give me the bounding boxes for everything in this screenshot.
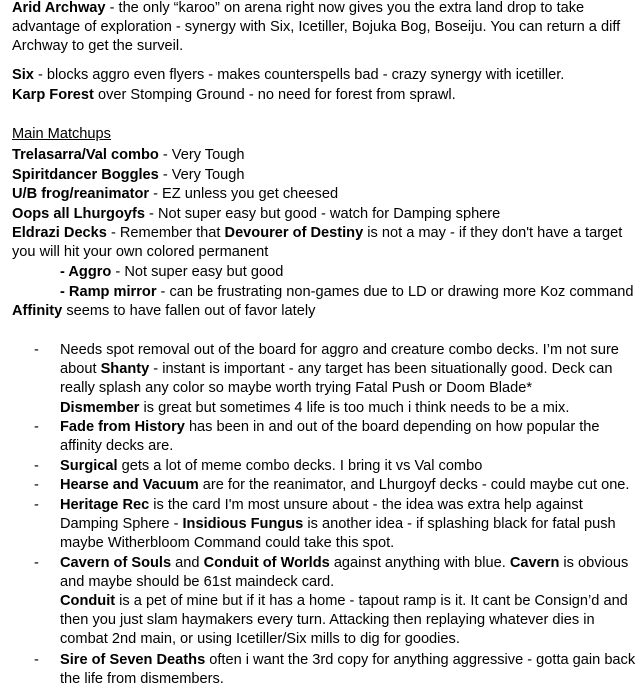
arid-archway-paragraph (12, 0, 640, 57)
deck-name: Trelasarra/Val combo (12, 147, 159, 163)
card-name: Cavern (509, 555, 560, 571)
matchup-rating: - Not super easy but good (111, 264, 284, 280)
note-text: Needs spot removal out of the board for aggro and creature combo decks. I’m not sure about (60, 342, 619, 378)
bullet-marker: - (34, 342, 39, 358)
note-text: - the only “karoo” on arena right now gives you the extra land drop to take advantage of exploration - synergy with Six, Icetiller, Bojuka Bog, Boseiju. You can return a diff Archway to get the surveil. (12, 0, 621, 55)
matchup-rating: - Very Tough (158, 147, 245, 163)
matchup-line (12, 146, 640, 165)
deck-name: Eldrazi Decks (12, 225, 107, 241)
spot-removal-note (60, 341, 640, 399)
sire-note (60, 651, 640, 689)
conduit-note (60, 592, 640, 650)
card-name: Six (12, 67, 34, 83)
note-text: often i want the 3rd copy for anything aggressive - gotta gain back the life from dismembers. (60, 652, 636, 688)
bullet-marker: - (34, 419, 39, 435)
matchup-rating: - EZ unless you get cheesed (149, 186, 339, 202)
card-name: Conduit of Worlds (203, 555, 330, 571)
bullet-marker: - (34, 652, 39, 668)
six-paragraph (12, 66, 640, 85)
note-text: and (171, 555, 204, 571)
note-text: are for the reanimator, and Lhurgoyf decks - could maybe cut one. (198, 477, 630, 493)
hearse-note (60, 476, 640, 495)
card-name: Arid Archway (12, 0, 106, 16)
sub-deck-name: - Ramp mirror (60, 284, 157, 300)
card-name: Heritage Rec (60, 497, 150, 513)
note-text: against anything with blue. (329, 555, 510, 571)
eldrazi-ramp-line (60, 283, 640, 302)
matchup-line (12, 185, 640, 204)
card-name: Devourer of Destiny (224, 225, 364, 241)
bullet-marker: - (34, 555, 39, 571)
eldrazi-aggro-line (60, 263, 640, 282)
cavern-note (60, 554, 640, 592)
heritage-note (60, 496, 640, 554)
matchup-line (12, 166, 640, 185)
note-text: has been in and out of the board depending on how popular the affinity decks are. (60, 419, 600, 455)
deck-name: U/B frog/reanimator (12, 186, 150, 202)
eldrazi-matchup (12, 224, 640, 262)
affinity-line (12, 302, 640, 321)
note-text: over Stomping Ground - no need for forest from sprawl. (93, 87, 456, 103)
card-name: Cavern of Souls (60, 555, 172, 571)
note-text: is a pet of mine but if it has a home - tapout ramp is it. It cant be Consign’d and then you just slam haymakers every turn. Attacking then replaying whatever dies in combat 2nd main, or using Icetiller/Six mills to dig for goodies. (60, 593, 628, 648)
card-name: Shanty (100, 361, 150, 378)
bullet-marker: - (34, 458, 39, 474)
bullet-marker: - (34, 477, 39, 493)
deck-name: Affinity (12, 303, 63, 319)
note-text: is not a may - if they don't have a target you will hit your own colored permanent (12, 225, 623, 261)
note-text: seems to have fallen out of favor lately (62, 303, 316, 319)
card-name: Sire of Seven Deaths (60, 652, 206, 668)
fade-note (60, 418, 640, 456)
card-name: Dismember (60, 400, 140, 416)
matchup-line (12, 205, 640, 224)
card-name: Surgical (60, 458, 118, 474)
note-text: is another idea - if splashing black for fatal push maybe Witherbloom Command could take this spot. (60, 516, 616, 552)
deck-name: Spiritdancer Boggles (12, 167, 159, 183)
card-name: Fade from History (60, 419, 185, 435)
note-text: gets a lot of meme combo decks. I bring it vs Val combo (117, 458, 483, 474)
note-text: is obvious and maybe should be 61st maindeck card. (60, 555, 629, 591)
karp-forest-paragraph (12, 86, 640, 105)
bullet-marker: - (34, 497, 39, 513)
main-matchups-heading: Main Matchups (12, 126, 111, 142)
matchup-rating: - Very Tough (158, 167, 245, 183)
note-text: is the card I'm most unsure about - the idea was extra help against Damping Sphere - (60, 497, 583, 533)
card-name: Conduit (60, 593, 116, 609)
note-text: - instant is important - any target has been situationally good. Deck can really splash any color so maybe worth trying Fatal Push or Doom Blade* (60, 361, 613, 397)
card-name: Insidious Fungus (182, 516, 304, 533)
surgical-note (60, 457, 640, 476)
dismember-note (60, 399, 640, 418)
card-name: Hearse and Vacuum (60, 477, 199, 493)
note-text: is great but sometimes 4 life is too much i think needs to be a mix. (139, 400, 570, 416)
deck-name: Oops all Lhurgoyfs (12, 206, 145, 222)
note-text: - Remember that (106, 225, 225, 241)
matchup-rating: - Not super easy but good - watch for Damping sphere (144, 206, 501, 222)
card-name: Karp Forest (12, 87, 94, 103)
sub-deck-name: - Aggro (60, 264, 112, 280)
note-text: - blocks aggro even flyers - makes counterspells bad - crazy synergy with icetiller. (33, 67, 565, 83)
matchup-rating: - can be frustrating non-games due to LD or drawing more Koz command (156, 284, 634, 300)
